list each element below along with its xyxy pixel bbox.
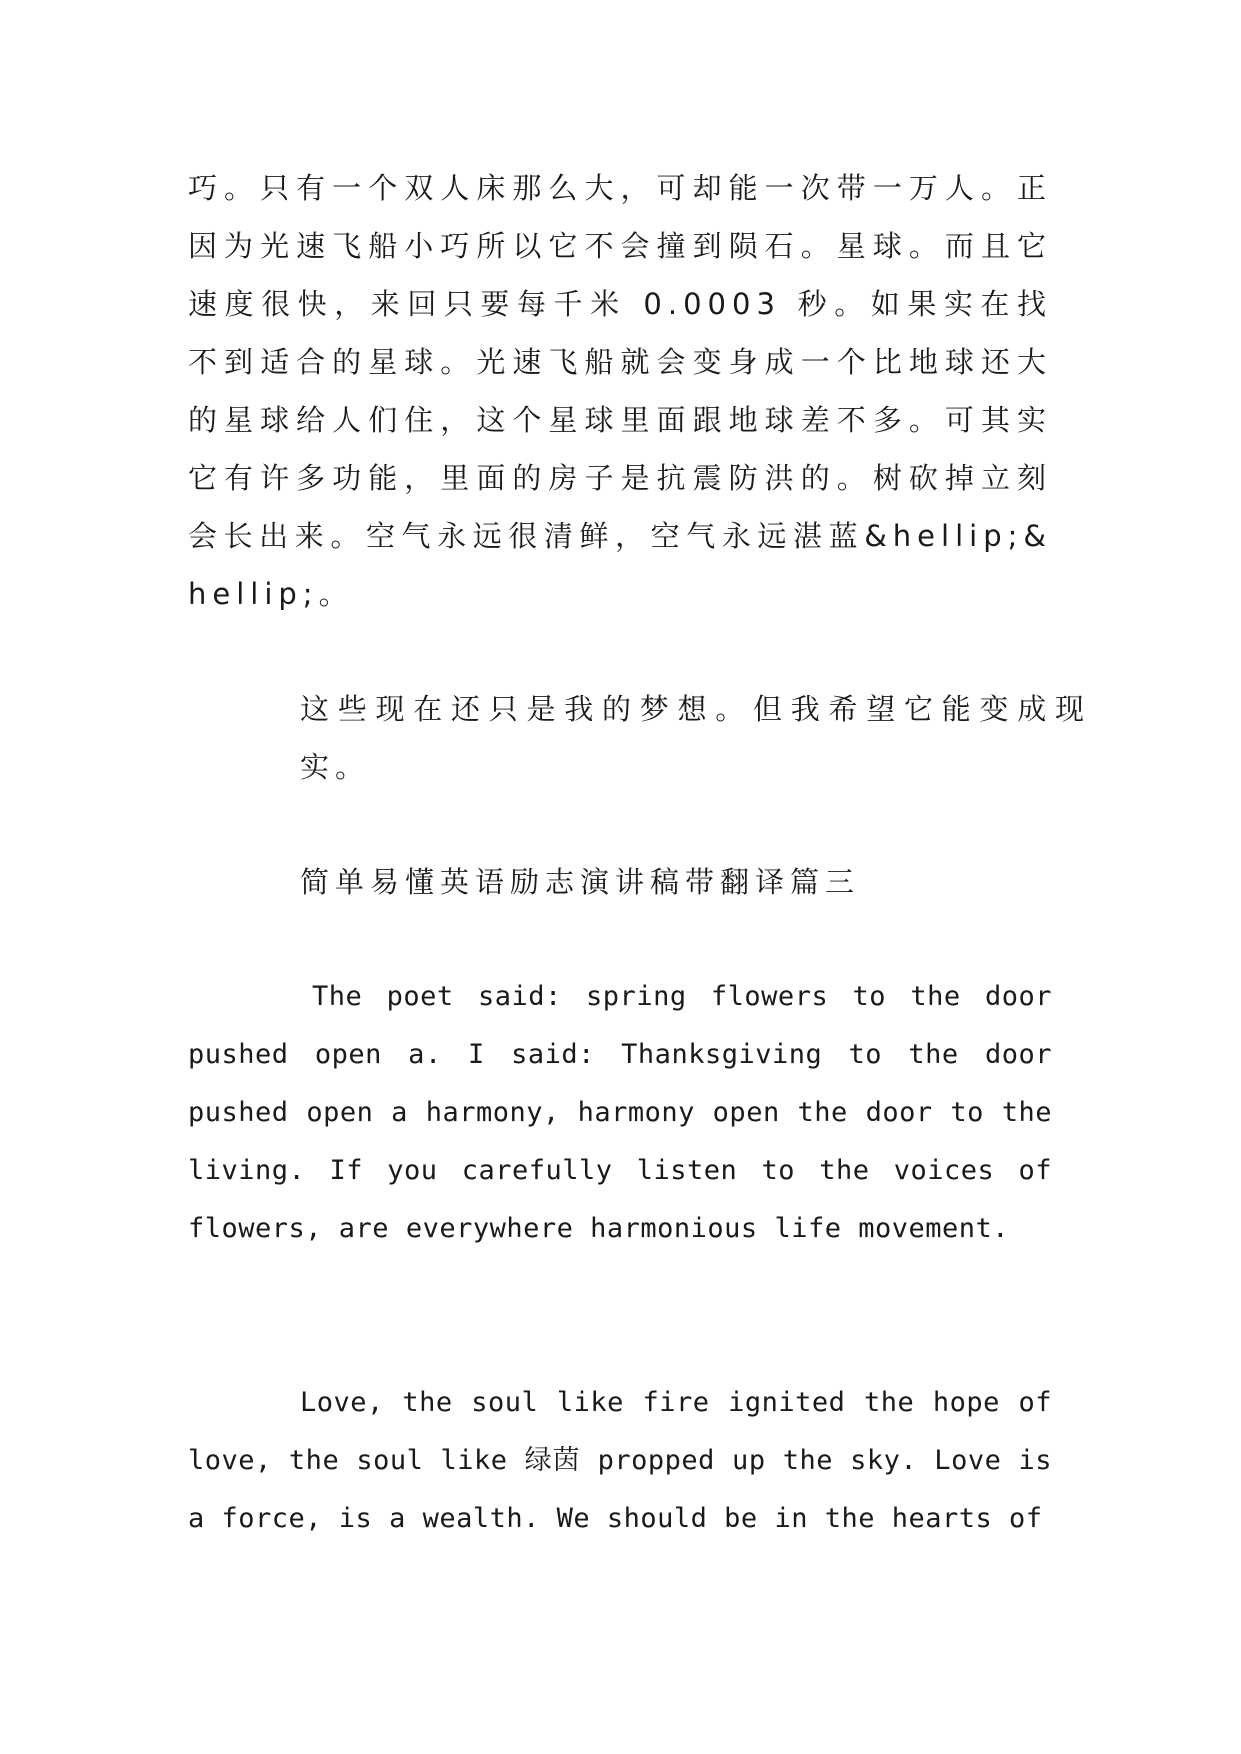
body-paragraph: 巧。只有一个双人床那么大，可却能一次带一万人。正因为光速飞船小巧所以它不会撞到陨石。星球。而且它速度很快，来回只要每千米 0.0003 秒。如果实在找不到适合的星球。光速飞船就会变身成一个比地球还大的星球给人们住，这个星球里面跟地球差不多。可其实它有许多功能，里面的房子是抗震防洪的。树砍掉立刻会长出来。空气永远很清鲜，空气永远湛蓝&hellip;&hellip;。 <box>188 171 1052 611</box>
body-paragraph: Love, the soul like fire ignited the hope of love, the soul like 绿茵 propped up the sky. Love is a force, is a wealth. We should be in the hearts of <box>188 1387 1052 1534</box>
section-title: 简单易懂英语励志演讲稿带翻译篇三 <box>300 865 861 899</box>
body-paragraph: The poet said: spring flowers to the door pushed open a. I said: Thanksgiving to the door pushed open a harmony, harmony open the door to the living. If you carefully listen to the voices of flowers, are everywhere harmonious life movement. <box>188 981 1052 1244</box>
body-paragraph: 这些现在还只是我的梦想。但我希望它能变成现实。 <box>300 692 1090 784</box>
